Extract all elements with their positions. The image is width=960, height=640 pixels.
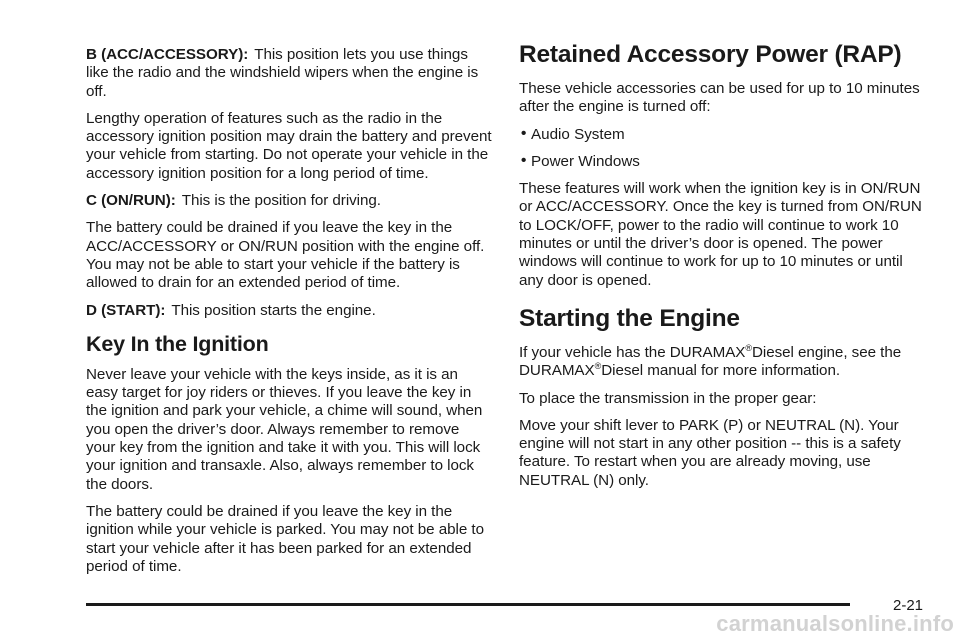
bullet-icon: • — [521, 124, 527, 142]
registered-mark: ® — [745, 342, 752, 353]
footer-rule — [86, 603, 850, 606]
rap-intro-paragraph: These vehicle accessories can be used for up to 10 minutes after the engine is turned off: — [519, 80, 920, 116]
watermark: carmanualsonline.info — [716, 611, 954, 636]
accessory-warning-paragraph: Lengthy operation of features such as the radio in the accessory ignition position may drain the battery and prevent your vehicle from starting. Do not operate your vehicle in the accessory ignition position for a long period of time. — [86, 109, 492, 182]
page-number: 2-21 — [893, 597, 924, 614]
bullet-icon: • — [521, 151, 527, 169]
right-column — [519, 40, 929, 499]
key-in-ignition-heading: Key In the Ignition — [86, 331, 269, 356]
registered-mark: ® — [594, 361, 602, 372]
left-column — [86, 46, 492, 585]
transmission-gear-paragraph: To place the transmission in the proper gear: — [519, 389, 817, 407]
rap-accessory-list — [519, 126, 929, 172]
position-c-paragraph — [86, 192, 492, 210]
rap-details-paragraph: These features will work when the ignition key is in ON/RUN or ACC/ACCESSORY. Once the key is turned from ON/RUN to LOCK/OFF, power to the radio will continue to work 10 minutes or until the driver’s door is opened. The power windows will continue to work for up to 10 minutes or until any door is opened. — [519, 180, 922, 289]
position-b-paragraph — [86, 46, 492, 101]
position-b-term: B (ACC/ACCESSORY): — [86, 46, 249, 63]
list-item — [519, 126, 929, 144]
position-c-text: This is the position for driving. — [181, 192, 381, 210]
position-d-paragraph — [86, 302, 492, 320]
position-d-text: This position starts the engine. — [171, 301, 376, 319]
parked-battery-paragraph: The battery could be drained if you leave the key in the ignition while your vehicle is parked. You may not be able to start your vehicle after it has been parked for an extended period of time. — [86, 502, 484, 575]
position-b-text: This position lets you use things like the radio and the windshield wipers when the engine is off. — [86, 46, 479, 100]
position-c-term: C (ON/RUN): — [86, 192, 176, 210]
list-item-label: Power Windows — [531, 152, 640, 170]
list-item — [519, 153, 929, 171]
shift-lever-paragraph: Move your shift lever to PARK (P) or NEUTRAL (N). Your engine will not start in any other position -- this is a safety feature. To restart when you are already moving, use NEUTRAL (N) only. — [519, 416, 901, 489]
list-item-label: Audio System — [531, 125, 625, 143]
position-d-term: D (START): — [86, 301, 166, 319]
key-in-ignition-paragraph: Never leave your vehicle with the keys inside, as it is an easy target for joy riders or thieves. If you leave the key in the ignition and park your vehicle, a chime will sound, when you open the driver’s door. Always remember to remove your key from the ignition and take it with you. This will lock your ignition and transaxle. Also, always remember to lock the doors. — [86, 365, 483, 493]
starting-engine-heading: Starting the Engine — [519, 304, 740, 332]
battery-drain-paragraph: The battery could be drained if you leave the key in the ACC/ACCESSORY or ON/RUN position with the engine off. You may not be able to start your vehicle if the battery is allowed to drain for an extended period of time. — [86, 219, 485, 292]
duramax-paragraph: If your vehicle has the DURAMAX®Diesel engine, see the DURAMAX®Diesel manual for more information. — [519, 342, 902, 380]
rap-heading: Retained Accessory Power (RAP) — [519, 41, 902, 68]
